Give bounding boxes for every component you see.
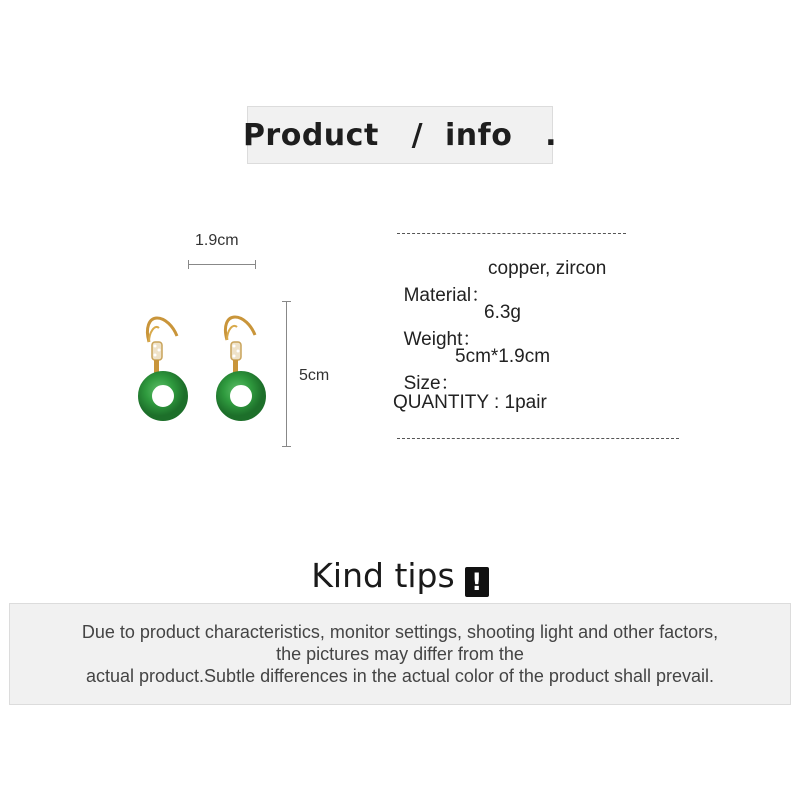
tips-line-2: the pictures may differ from the <box>276 644 524 664</box>
width-dimension-line <box>188 264 256 265</box>
tips-line-3: actual product.Subtle differences in the actual color of the product shall prevail. <box>85 666 715 686</box>
specs-divider-top <box>397 233 626 234</box>
height-dimension-label: 5cm <box>299 367 330 384</box>
width-dimension-label: 1.9cm <box>195 232 239 249</box>
product-image-earrings <box>135 312 275 427</box>
title-dot: . <box>545 117 558 153</box>
material-label: Material： <box>403 285 491 306</box>
weight-label: Weight： <box>403 329 482 350</box>
size-label: Size： <box>403 373 460 394</box>
kind-tips-heading <box>0 556 800 597</box>
size-value: 5cm*1.9cm <box>455 346 551 367</box>
kind-tips-text: Kind tips <box>311 556 455 595</box>
product-info-title <box>242 106 558 164</box>
title-word-product: Product <box>242 117 379 153</box>
spec-quantity: QUANTITY : 1pair <box>393 392 547 413</box>
exclamation-icon: ! <box>465 567 489 597</box>
earring-left <box>145 318 181 414</box>
tips-line-1: Due to product characteristics, monitor settings, shooting light and other factors, <box>81 622 719 642</box>
material-value: copper, zircon <box>488 258 607 279</box>
specs-divider-bottom <box>397 438 679 439</box>
earring-right <box>223 317 259 414</box>
title-word-info: info <box>445 117 513 153</box>
weight-value: 6.3g <box>484 302 521 323</box>
height-dimension-line <box>286 301 287 447</box>
kind-tips-panel <box>9 603 791 705</box>
title-separator: / <box>411 117 424 153</box>
